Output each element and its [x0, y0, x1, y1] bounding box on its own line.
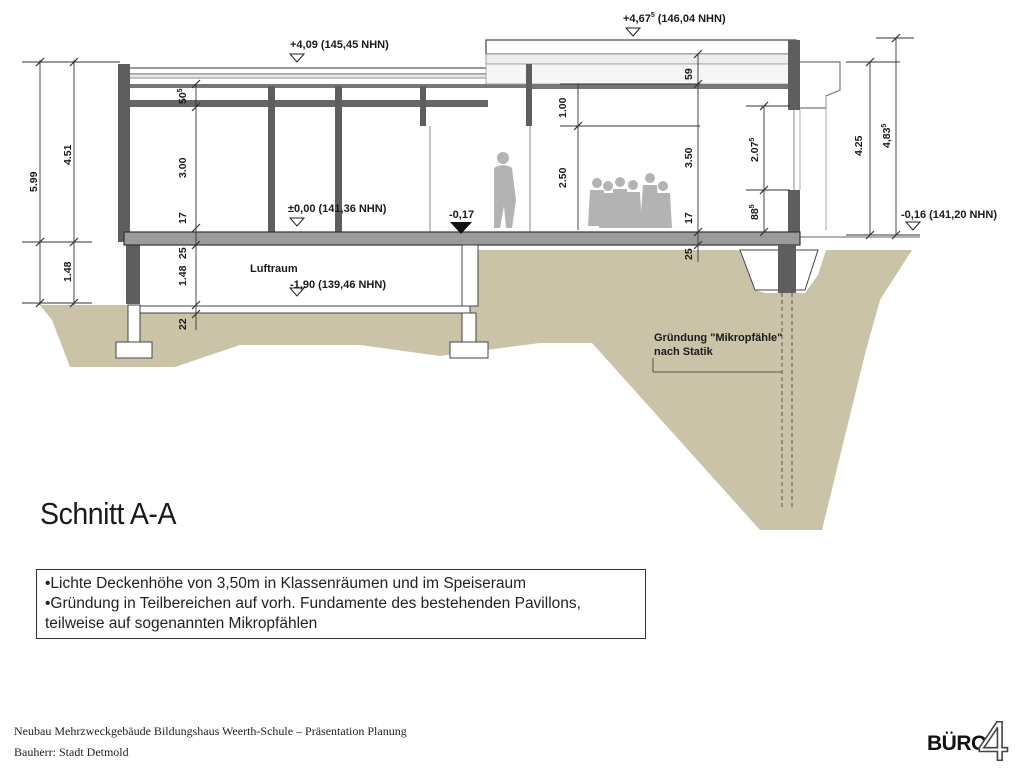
- logo-text: BÜRO: [927, 732, 987, 755]
- dim-right-483: 4,83$^5$: [881, 123, 893, 148]
- label-foundation-2: nach Statik: [654, 346, 713, 358]
- footer-client: Bauherr: Stadt Detmold: [14, 745, 129, 759]
- buero4-logo: [924, 712, 1020, 764]
- dim-mid-100: 1.00: [557, 97, 569, 118]
- dim-slab-17-mid: 17: [683, 212, 695, 224]
- dim-crawl-22: 22: [177, 318, 189, 330]
- notes-box: [36, 569, 646, 639]
- dim-top-59: 59: [683, 68, 695, 80]
- right-wall: [788, 40, 800, 110]
- dim-crawl-25: 25: [177, 247, 189, 259]
- note-line-2: •Gründung in Teilbereichen auf vorh. Fundamente des bestehenden Pavillons,: [45, 595, 581, 612]
- dim-ceiling: $50^5$: [177, 88, 189, 104]
- dim-clear-350: 3.50: [683, 147, 695, 168]
- dim-slab-25-mid: 25: [683, 248, 695, 260]
- dim-upper: 4.51: [62, 144, 74, 165]
- dim-crawl-148: 1.48: [177, 265, 189, 286]
- dim-total: 5.99: [28, 171, 40, 192]
- dim-room-300: 3.00: [177, 157, 189, 178]
- dim-window-250: 2.50: [557, 167, 569, 188]
- label-crawlspace: Luftraum: [250, 263, 298, 275]
- level-crawl-bottom: -1,90 (139,46 NHN): [290, 279, 386, 291]
- dim-sill-88: $88^5$: [749, 204, 761, 220]
- footer-project: Neubau Mehrzweckgebäude Bildungshaus Weerth-Schule – Präsentation Planung: [14, 724, 407, 738]
- dim-right-425: 4.25: [853, 135, 865, 156]
- svg-text:4: 4: [978, 712, 1010, 764]
- label-foundation: Gründung "Mikropfähle": [654, 332, 783, 344]
- roof-high: [486, 40, 796, 89]
- logo-number-icon: [924, 712, 1020, 764]
- dim-slab-17-left: 17: [177, 212, 189, 224]
- note-line-1: •Lichte Deckenhöhe von 3,50m in Klassenräumen und im Speiseraum: [45, 575, 527, 592]
- level-roof-high: $+4,67^5$ (146,04 NHN): [623, 12, 726, 25]
- level-roof-low: +4,09 (145,45 NHN): [290, 39, 389, 51]
- note-line-3: teilweise auf sogenannten Mikropfählen: [45, 615, 318, 632]
- people: [494, 152, 672, 228]
- dim-lower: 1.48: [62, 261, 74, 282]
- floor-slab: [124, 232, 800, 245]
- drawing-title: Schnitt A-A: [40, 496, 177, 531]
- level-ground-right: -0,16 (141,20 NHN): [901, 209, 997, 221]
- dim-door-207: 2.07$^5$: [749, 137, 761, 162]
- level-entrance: -0,17: [449, 209, 475, 221]
- level-floor: ±0,00 (141,36 NHN): [288, 203, 387, 215]
- left-wall: [118, 64, 130, 242]
